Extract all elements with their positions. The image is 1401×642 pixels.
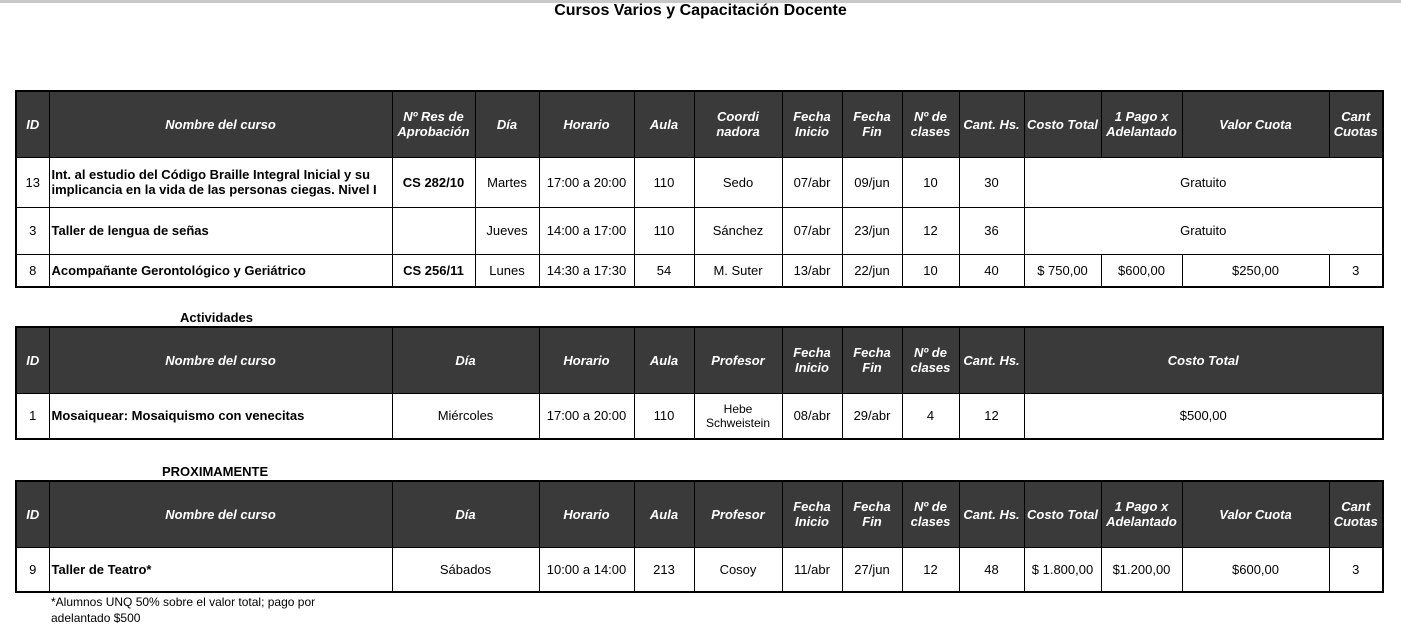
cell-horario: 10:00 a 14:00: [539, 547, 634, 592]
cell-horario: 17:00 a 20:00: [539, 393, 634, 439]
header-nombre: Nombre del curso: [49, 481, 392, 547]
cell-coord: M. Suter: [694, 254, 782, 287]
cell-nombre: Mosaiquear: Mosaiquismo con venecitas: [49, 393, 392, 439]
table-header-row: [16, 481, 1383, 547]
header-pago: 1 Pago x Adelantado: [1101, 481, 1182, 547]
footnote: *Alumnos UNQ 50% sobre el valor total; pago por adelantado $500: [51, 595, 316, 625]
cell-fin: 22/jun: [842, 254, 902, 287]
cell-coord: Sánchez: [694, 207, 782, 254]
cell-id: 8: [16, 254, 49, 287]
cell-pago: $1.200,00: [1101, 547, 1182, 592]
header-id: ID: [16, 327, 49, 393]
header-dia: Día: [475, 91, 539, 157]
cell-inicio: 08/abr: [782, 393, 842, 439]
cell-hs: 48: [959, 547, 1024, 592]
cell-nombre: Int. al estudio del Código Braille Integral Inicial y su implicancia en la vida de las personas ciegas. Nivel I: [49, 157, 392, 207]
header-fin: Fecha Fin: [842, 481, 902, 547]
header-clases: Nº de clases: [902, 327, 959, 393]
cell-id: 1: [16, 393, 49, 439]
header-coord: Coordi nadora: [694, 91, 782, 157]
cell-aula: 110: [634, 393, 694, 439]
cell-res: CS 282/10: [392, 157, 475, 207]
cell-aula: 54: [634, 254, 694, 287]
header-horario: Horario: [539, 91, 634, 157]
header-aula: Aula: [634, 481, 694, 547]
cell-cuotas: 3: [1329, 547, 1383, 592]
cell-clases: 10: [902, 157, 959, 207]
header-hs: Cant. Hs.: [959, 91, 1024, 157]
cell-id: 9: [16, 547, 49, 592]
cell-dia: Jueves: [475, 207, 539, 254]
cell-hs: 12: [959, 393, 1024, 439]
cell-horario: 14:30 a 17:30: [539, 254, 634, 287]
header-costo: Costo Total: [1024, 481, 1101, 547]
cell-fin: 09/jun: [842, 157, 902, 207]
header-costo: Costo Total: [1024, 327, 1383, 393]
header-horario: Horario: [539, 481, 634, 547]
cell-profesor: Cosoy: [694, 547, 782, 592]
cell-dia: Martes: [475, 157, 539, 207]
cell-costo: $ 1.800,00: [1024, 547, 1101, 592]
table-header-row: [16, 327, 1383, 393]
header-inicio: Fecha Inicio: [782, 327, 842, 393]
header-fin: Fecha Fin: [842, 327, 902, 393]
header-costo: Costo Total: [1024, 91, 1101, 157]
cell-nombre: Acompañante Gerontológico y Geriátrico: [49, 254, 392, 287]
cell-fin: 29/abr: [842, 393, 902, 439]
cell-clases: 12: [902, 207, 959, 254]
header-nombre: Nombre del curso: [49, 327, 392, 393]
header-fin: Fecha Fin: [842, 91, 902, 157]
cell-cuotas: 3: [1329, 254, 1383, 287]
cell-aula: 110: [634, 207, 694, 254]
header-res: Nº Res de Aprobación: [392, 91, 475, 157]
section-label-actividades: Actividades: [180, 310, 253, 325]
table-row: [16, 547, 1383, 592]
page-title: Cursos Varios y Capacitación Docente: [554, 2, 847, 19]
header-inicio: Fecha Inicio: [782, 91, 842, 157]
header-profesor: Profesor: [694, 327, 782, 393]
cell-inicio: 11/abr: [782, 547, 842, 592]
table-row: [16, 157, 1383, 207]
header-cuotas: Cant Cuotas: [1329, 91, 1383, 157]
cell-cuota: $250,00: [1182, 254, 1329, 287]
cell-hs: 40: [959, 254, 1024, 287]
courses-table: [15, 90, 1384, 288]
header-id: ID: [16, 91, 49, 157]
cell-cuota: $600,00: [1182, 547, 1329, 592]
header-cuota: Valor Cuota: [1182, 91, 1329, 157]
header-nombre: Nombre del curso: [49, 91, 392, 157]
header-hs: Cant. Hs.: [959, 481, 1024, 547]
cell-costo: $500,00: [1024, 393, 1383, 439]
table-header-row: [16, 91, 1383, 157]
header-clases: Nº de clases: [902, 481, 959, 547]
cell-dia: Miércoles: [392, 393, 539, 439]
cell-coord: Sedo: [694, 157, 782, 207]
cell-aula: 110: [634, 157, 694, 207]
cell-horario: 14:00 a 17:00: [539, 207, 634, 254]
cell-clases: 4: [902, 393, 959, 439]
cell-costo: Gratuito: [1024, 207, 1383, 254]
cell-hs: 36: [959, 207, 1024, 254]
upcoming-table: [15, 480, 1384, 593]
cell-fin: 27/jun: [842, 547, 902, 592]
header-horario: Horario: [539, 327, 634, 393]
header-dia: Día: [392, 481, 539, 547]
cell-profesor: Hebe Schweistein: [694, 393, 782, 439]
cell-res: CS 256/11: [392, 254, 475, 287]
header-hs: Cant. Hs.: [959, 327, 1024, 393]
cell-aula: 213: [634, 547, 694, 592]
header-inicio: Fecha Inicio: [782, 481, 842, 547]
cell-costo: $ 750,00: [1024, 254, 1101, 287]
cell-dia: Sábados: [392, 547, 539, 592]
header-id: ID: [16, 481, 49, 547]
header-pago: 1 Pago x Adelantado: [1101, 91, 1182, 157]
cell-pago: $600,00: [1101, 254, 1182, 287]
cell-nombre: Taller de lengua de señas: [49, 207, 392, 254]
cell-inicio: 13/abr: [782, 254, 842, 287]
header-aula: Aula: [634, 91, 694, 157]
cell-id: 3: [16, 207, 49, 254]
header-aula: Aula: [634, 327, 694, 393]
header-dia: Día: [392, 327, 539, 393]
cell-nombre: Taller de Teatro*: [49, 547, 392, 592]
cell-inicio: 07/abr: [782, 157, 842, 207]
header-profesor: Profesor: [694, 481, 782, 547]
cell-dia: Lunes: [475, 254, 539, 287]
section-label-proximamente: PROXIMAMENTE: [162, 464, 269, 479]
header-cuotas: Cant Cuotas: [1329, 481, 1383, 547]
header-cuota: Valor Cuota: [1182, 481, 1329, 547]
cell-inicio: 07/abr: [782, 207, 842, 254]
cell-clases: 10: [902, 254, 959, 287]
cell-costo: Gratuito: [1024, 157, 1383, 207]
cell-horario: 17:00 a 20:00: [539, 157, 634, 207]
cell-hs: 30: [959, 157, 1024, 207]
activities-table: [15, 326, 1384, 440]
cell-fin: 23/jun: [842, 207, 902, 254]
cell-id: 13: [16, 157, 49, 207]
table-row: [16, 393, 1383, 439]
header-clases: Nº de clases: [902, 91, 959, 157]
cell-clases: 12: [902, 547, 959, 592]
table-row: [16, 207, 1383, 254]
cell-res: [392, 207, 475, 254]
table-row: [16, 254, 1383, 287]
